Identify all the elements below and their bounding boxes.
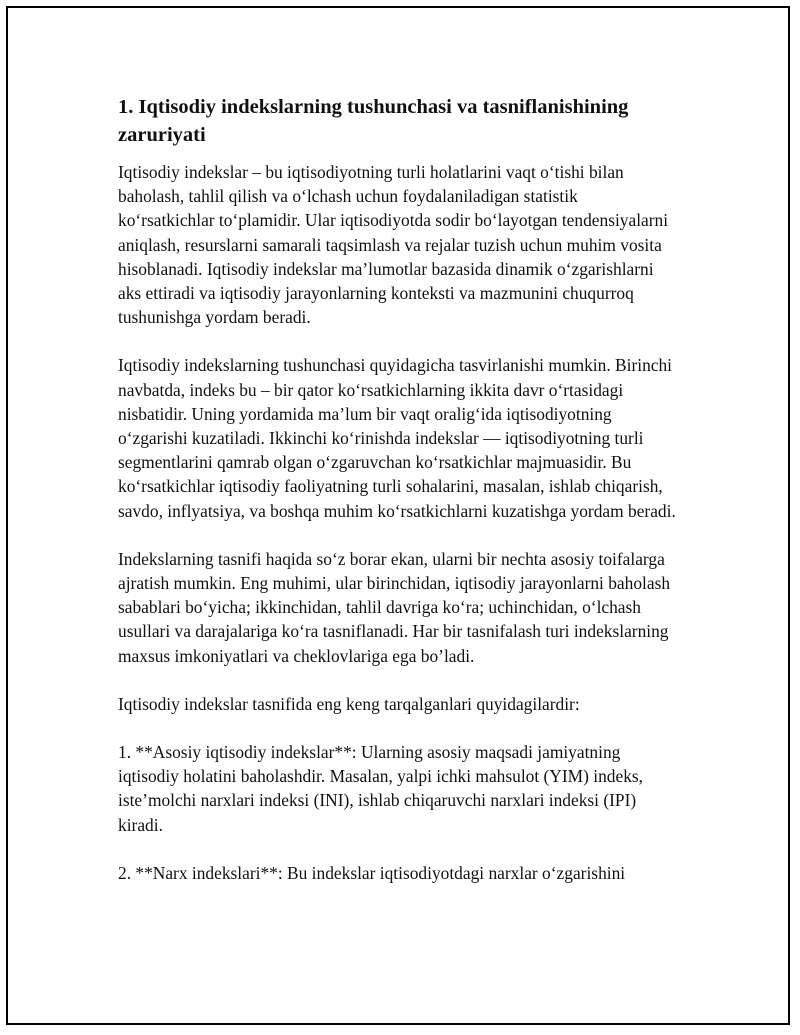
paragraph-list-intro: Iqtisodiy indekslar tasnifida eng keng tarqalganlari quyidagilardir:	[118, 693, 580, 714]
paragraph-classification: Indekslarning tasnifi haqida so‘z borar ekan, ularni bir nechta asosiy toifalarga ajratish mumkin. Eng muhimi, ular birinchidan, iqtisodiy jarayonlarni baholash sabablari bo‘yicha; ikkinchidan, tahlil davriga ko‘ra; uchinchidan, o‘lchash usullari va darajalariga ko‘ra tasniflanadi. Har bir tasnifalash turi indekslarning maxsus imkoniyatlari va cheklovlariga ega bo’ladi.	[118, 548, 671, 666]
document-body	[118, 93, 678, 909]
paragraph-definition: Iqtisodiy indekslar – bu iqtisodiyotning turli holatlarini vaqt o‘tishi bilan baholash, tahlil qilish va o‘lchash uchun foydalaniladigan statistik ko‘rsatkichlar to‘plamidir. Ular iqtisodiyotda sodir bo‘layotgan tendensiyalarni aniqlash, resurslarni samarali taqsimlash va rejalar tuzish uchun muhim vosita hisoblanadi. Iqtisodiy indekslar ma’lumotlar bazasida dinamik o‘zgarishlarni aks ettiradi va iqtisodiy jarayonlarning konteksti va mazmunini chuqurroq tushunishga yordam beradi.	[118, 162, 669, 328]
section-heading: 1. Iqtisodiy indekslarning tushunchasi va tasniflanishining zaruriyati	[118, 96, 629, 146]
list-item-basic-indices: 1. **Asosiy iqtisodiy indekslar**: Ularning asosiy maqsadi jamiyatning iqtisodiy holatini baholashdir. Masalan, yalpi ichki mahsulot (YIM) indeks, iste’molchi narxlari indeksi (INI), ishlab chiqaruvchi narxlari indeksi (IPI) kiradi.	[118, 742, 644, 835]
paragraph-concept: Iqtisodiy indekslarning tushunchasi quyidagicha tasvirlanishi mumkin. Birinchi navbatda, indeks bu – bir qator ko‘rsatkichlarning ikkita davr o‘rtasidagi nisbatidir. Uning yordamida ma’lum bir vaqt oralig‘ida iqtisodiyotning o‘zgarishi kuzatiladi. Ikkinchi ko‘rinishda indekslar — iqtisodiyotning turli segmentlarini qamrab olgan o‘zgaruvchan ko‘rsatkichlar majmuasidir. Bu ko‘rsatkichlar iqtisodiy faoliyatning turli sohalarini, masalan, ishlab chiqarish, savdo, inflyatsiya, va boshqa muhim ko‘rsatkichlarni kuzatishga yordam beradi.	[118, 355, 676, 521]
list-item-price-indices: 2. **Narx indekslari**: Bu indekslar iqtisodiyotdagi narxlar o‘zgarishini	[118, 862, 626, 883]
